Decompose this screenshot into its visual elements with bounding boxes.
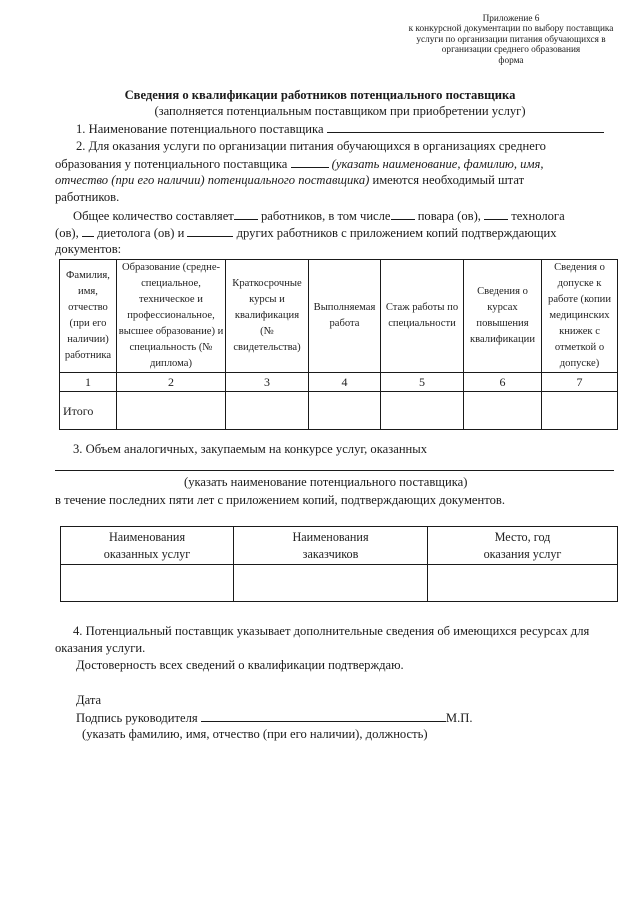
item1-label: 1. Наименование потенциального поставщика: [76, 122, 324, 136]
total-cell-work-performed[interactable]: [309, 392, 381, 430]
signature-label: Подпись руководителя: [76, 711, 198, 725]
column-header-customers: [234, 527, 428, 565]
technologists-count-field[interactable]: [484, 208, 508, 220]
column-number: 4: [309, 373, 381, 392]
header-line: Наименования: [108, 529, 186, 544]
column-header-short-courses: Краткосрочные курсы и квалификация (№ свидетельства): [226, 260, 309, 373]
total-workers-field[interactable]: [234, 208, 258, 220]
supplier-name-blank[interactable]: [291, 156, 329, 168]
document-title: Сведения о квалификации работников потенциального поставщика: [124, 88, 516, 102]
header-line: заказчиков: [302, 546, 359, 561]
document-subtitle: (заполняется потенциальным поставщиком при приобретении услуг): [154, 104, 526, 118]
header-line: Место, год: [494, 529, 551, 544]
appendix-line: к конкурсной документации по выбору поставщика: [408, 24, 614, 35]
column-number: 1: [60, 373, 117, 392]
services-cell[interactable]: [61, 565, 234, 602]
appendix-header: [380, 14, 640, 66]
item3-hint: (указать наименование потенциального поставщика): [184, 475, 468, 489]
total-cell-experience[interactable]: [381, 392, 464, 430]
stamp-label: М.П.: [445, 711, 473, 725]
item1-row: [76, 121, 604, 137]
services-table: [60, 526, 618, 602]
signature-field[interactable]: [201, 710, 446, 722]
item4-line1: 4. Потенциальный поставщик указывает дополнительные сведения об имеющихся ресурсах для: [73, 624, 590, 638]
appendix-line: услуги по организации питания обучающихся в: [416, 34, 606, 45]
date-label: Дата: [76, 693, 102, 707]
staff-line1: [73, 208, 565, 224]
column-header-training-courses: Сведения о курсах повышения квалификации: [464, 260, 542, 373]
item4-line2: оказания услуги.: [55, 641, 146, 655]
item2-text-cont: имеются необходимый штат: [369, 173, 525, 187]
column-numbers-row: [60, 373, 618, 392]
appendix-number: Приложение 6: [482, 14, 540, 24]
cooks-count-field[interactable]: [391, 208, 415, 220]
confirmation-text: Достоверность всех сведений о квалификации подтверждаю.: [76, 658, 404, 672]
staff-text: повара (ов),: [417, 209, 481, 223]
staff-text: других работников с приложением копий подтверждающих: [236, 226, 557, 240]
item3-line2: в течение последних пяти лет с приложением копий, подтверждающих документов.: [55, 493, 505, 507]
column-number: 7: [542, 373, 618, 392]
column-header-work-admission: Сведения о допуске к работе (копии медицинских книжек с отметкой о допуске): [542, 260, 618, 373]
item2-line2: [55, 156, 544, 172]
column-header-experience: Стаж работы по специальности: [381, 260, 464, 373]
header-line: оказания услуг: [483, 546, 562, 561]
staff-text: (ов),: [55, 226, 79, 240]
column-number: 6: [464, 373, 542, 392]
other-workers-count-field[interactable]: [187, 225, 233, 237]
header-line: оказанных услуг: [103, 546, 191, 561]
column-header-worker-name: Фамилия, имя, отчество (при его наличии) работника: [60, 260, 117, 373]
item2-line1: 2. Для оказания услуги по организации питания обучающихся в организациях среднего: [76, 139, 546, 153]
item2-hint: (указать наименование, фамилию, имя,: [331, 157, 544, 171]
total-cell-admission[interactable]: [542, 392, 618, 430]
column-number: 2: [117, 373, 226, 392]
staff-text: технолога: [511, 209, 565, 223]
total-cell-short-courses[interactable]: [226, 392, 309, 430]
total-label: Итого: [60, 392, 117, 430]
appendix-form-label: форма: [498, 55, 524, 66]
item2-line4: работников.: [55, 190, 120, 204]
services-header-row: [61, 527, 618, 565]
header-line: Наименования: [292, 529, 369, 544]
column-header-work-performed: Выполняемая работа: [309, 260, 381, 373]
column-header-services: [61, 527, 234, 565]
item3-line1: 3. Объем аналогичных, закупаемым на конкурсе услуг, оказанных: [73, 442, 428, 456]
supplier-name-line-field[interactable]: [55, 470, 614, 471]
total-cell-education[interactable]: [117, 392, 226, 430]
staff-text: работников, в том числе: [260, 209, 391, 223]
dieticians-count-field[interactable]: [82, 225, 94, 237]
place-year-cell[interactable]: [428, 565, 618, 602]
item2-line3: [55, 173, 524, 188]
staff-text: диетолога (ов) и: [97, 226, 185, 240]
table-header-row: [60, 260, 618, 373]
appendix-line: организации среднего образования: [441, 45, 581, 56]
column-number: 5: [381, 373, 464, 392]
qualification-table: [59, 259, 618, 430]
total-cell-training[interactable]: [464, 392, 542, 430]
staff-text: Общее количество составляет: [73, 209, 234, 223]
customers-cell[interactable]: [234, 565, 428, 602]
item2-hint-cont: отчество (при его наличии) потенциального поставщика): [55, 173, 370, 187]
column-header-place-year: [428, 527, 618, 565]
total-row: [60, 392, 618, 430]
staff-line3: документов:: [55, 242, 122, 256]
signature-hint: (указать фамилию, имя, отчество (при его наличии), должность): [82, 727, 428, 741]
column-number: 3: [226, 373, 309, 392]
staff-line2: [55, 225, 557, 241]
column-header-education: Образование (средне-специальное, техническое и профессиональное, высшее образование) и специальность (№ диплома): [117, 260, 226, 373]
item2-text: образования у потенциального поставщика: [55, 157, 288, 171]
supplier-name-field[interactable]: [327, 121, 604, 133]
services-data-row: [61, 565, 618, 602]
signature-row: [76, 710, 472, 726]
